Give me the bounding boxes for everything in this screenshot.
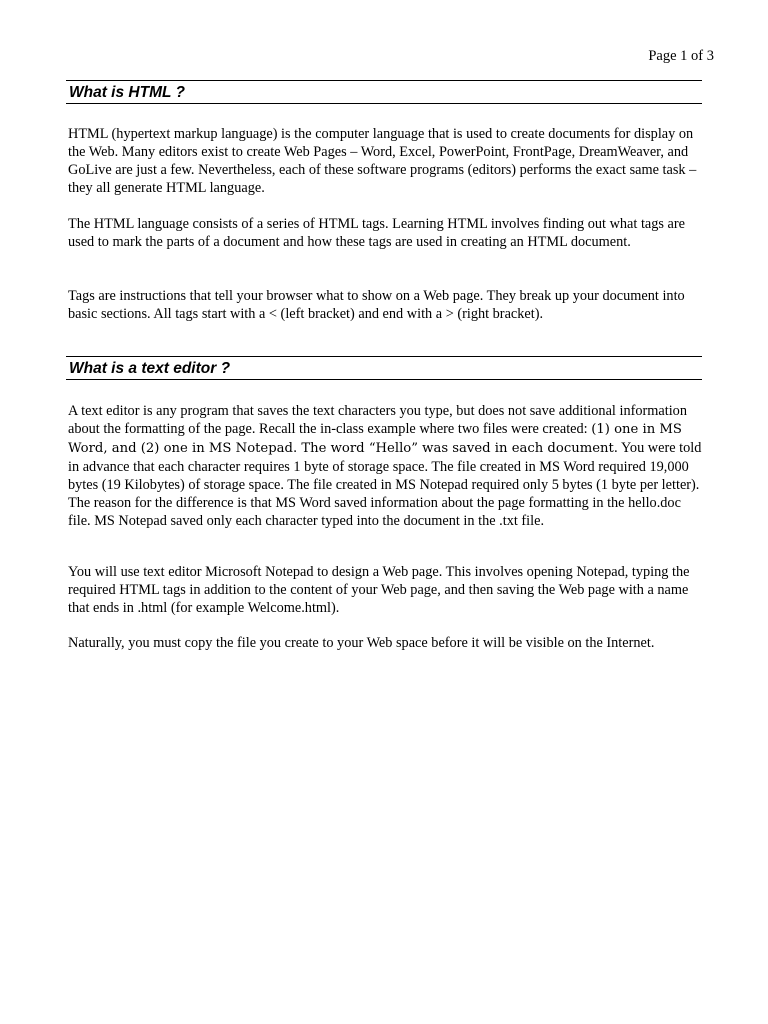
section-heading-html [66,80,702,104]
page-number: Page 1 of 3 [648,48,714,64]
paragraph: HTML (hypertext markup language) is the computer language that is used to create documents for display on the Web. Many editors exist to create Web Pages – Word, Excel, PowerPoint, FrontPage, DreamWeaver, and GoLive are just a few. Nevertheless, each of these software programs (editors) performs the exact same task – they all generate HTML language. [68,126,697,196]
paragraph: Tags are instructions that tell your browser what to show on a Web page. They break up your document into basic sections. All tags start with a < (left bracket) and end with a > (right bracket). [68,288,685,322]
paragraph-text: You were told in advance that each character requires 1 byte of storage space. The file created in MS Word required 19,000 bytes (19 Kilobytes) of storage space. The file created in MS Notepad required only 5 bytes (1 byte per letter). The reason for the difference is that MS Word saved information about the page formatting in the hello.doc file. MS Notepad saved only each character typed into the document in the .txt file. [68,440,702,529]
section-heading-text-editor [66,356,702,380]
paragraph: Naturally, you must copy the file you create to your Web space before it will be visible on the Internet. [68,635,655,651]
paragraph-text: A text editor is any program that saves the text characters you type, but does not save additional information about the formatting of the page. Recall the in-class example where two files were created: [68,403,687,437]
paragraph [68,402,702,530]
paragraph: You will use text editor Microsoft Notepad to design a Web page. This involves opening Notepad, typing the required HTML tags in addition to the content of your Web page, and then saving the Web page with a name that ends in .html (for example Welcome.html). [68,564,690,616]
section-heading-label: What is a text editor ? [69,360,231,377]
section-heading-label: What is HTML ? [69,84,185,101]
paragraph: The HTML language consists of a series of HTML tags. Learning HTML involves finding out what tags are used to mark the parts of a document and how these tags are used in creating an HTML document. [68,216,685,250]
paragraph-styled-text: (1) one in MS Word, and (2) one in MS Notepad. The word “Hello” was saved in each document. [68,422,682,456]
